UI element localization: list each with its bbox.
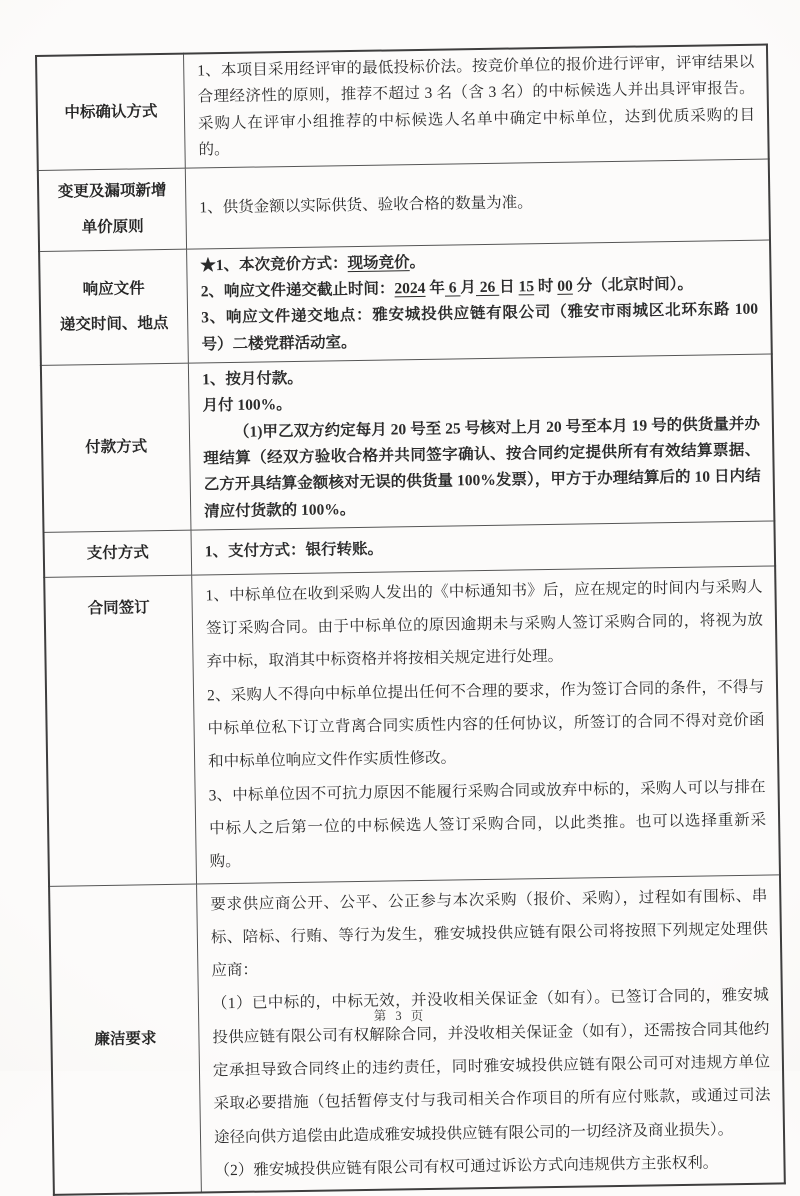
text-segment: 15 [518, 278, 535, 296]
label-line: 变更及漏项新增 [57, 182, 167, 202]
text-segment: 年 [425, 279, 446, 297]
row-content-integrity-requirements [197, 874, 785, 1192]
label-line: 中标确认方式 [64, 102, 158, 122]
row-content-change-omission-unit-price [185, 159, 770, 248]
paragraph [210, 879, 769, 988]
paragraph [199, 187, 756, 222]
row-label-response-document-submission [39, 249, 188, 366]
text-segment: 月 [460, 279, 477, 297]
row-label-contract-signing [44, 575, 196, 886]
paragraph [203, 411, 762, 525]
text-segment: 1、按月付款。 [201, 369, 304, 389]
text-segment: 月付 100%。 [202, 396, 292, 415]
text-segment: 分（北京时间）。 [572, 275, 694, 295]
row-content-response-document-submission [187, 240, 772, 364]
text-segment: 时 [533, 277, 558, 296]
paragraph [207, 670, 766, 779]
text-segment: 1、中标单位在收到采购人发出的《中标通知书》后，应在规定的时间内与采购人签订采购合同。由于中标单位的原因逾期未与采购人签订采购合同的，将视为放弃中标，取消其中标资格并将按相关规定进行处理。 [205, 578, 764, 671]
row-label-payment-method [44, 530, 192, 577]
text-segment: 1、支付方式：银行转账。 [204, 540, 384, 561]
text-segment: （2）雅安城投供应链有限公司有权可通过诉讼方式向违规供方主张权利。 [214, 1154, 719, 1180]
text-segment: 6 [444, 279, 461, 297]
row-content-payment-terms [188, 354, 774, 530]
label-line: 廉洁要求 [94, 1029, 157, 1048]
table-row-contract-signing [44, 566, 780, 886]
paragraph [205, 570, 764, 679]
label-line: 合同签订 [87, 599, 150, 617]
table-row-payment-terms [41, 354, 775, 533]
page-number: 第 3 页 [373, 1009, 427, 1023]
text-segment: 。 [409, 253, 426, 271]
text-segment: 3、中标单位因不可抗力原因不能履行采购合同或放弃中标的，采购人可以与排在中标人之后第一位的中标候选人签订采购合同，以此类推。也可以选择重新采购。 [208, 778, 767, 871]
paragraph [201, 297, 759, 358]
text-segment: 1、本项目采用经评审的最低投标价法。按竞价单位的报价进行评审，评审结果以合理经济性的原则，推荐不超过 3 名（含 3 名）的中标候选人并出具评审报告。采购人在评审小组推荐的中标候选人名单中确定中标单位，达到优质采购的目的。 [197, 53, 756, 159]
label-line: 响应文件 [82, 280, 145, 298]
table-row-change-omission-unit-price [38, 159, 770, 251]
text-segment: 1、供货金额以实际供货、验收合格的数量为准。 [199, 194, 533, 217]
text-segment: 2024 [394, 279, 426, 298]
paragraph [197, 50, 756, 164]
text-segment: 2、响应文件递交截止时间： [200, 280, 395, 301]
row-label-award-confirmation [36, 54, 185, 171]
text-segment: 日 [498, 278, 519, 296]
text-segment: 3、响应文件递交地点：雅安城投供应链有限公司（雅安市雨城区北环东路 100 号）二楼党群活动室。 [201, 301, 759, 354]
row-content-award-confirmation [183, 45, 768, 169]
text-segment: （1）已中标的，中标无效，并没收相关保证金（如有）。已签订合同的，雅安城投供应链有限公司有权解除合同，并没收相关保证金（如有），还需按合同其他约定承担导致合同终止的违约责任，同时雅安城投供应链有限公司可对违规方单位采取必要措施（包括暂停支付与我司相关合作项目的所有应付账款，或通过司法途径向供方追偿由此造成雅安城投供应链有限公司的一切经济及商业损失）。 [211, 987, 771, 1147]
row-content-contract-signing [192, 566, 780, 884]
table-row-award-confirmation [36, 45, 769, 171]
text-segment: ★1、本次竞价方式： [200, 254, 348, 275]
text-segment: 要求供应商公开、公平、公正参与本次采购（报价、采购），过程如有围标、串标、陪标、行贿、等行为发生，雅安城投供应链有限公司将按照下列规定处理供应商： [210, 887, 768, 980]
label-line: 单价原则 [81, 218, 144, 237]
text-segment: 现场竞价 [347, 253, 410, 272]
text-segment: 00 [557, 277, 573, 295]
table-row-integrity-requirements [49, 874, 785, 1195]
row-label-integrity-requirements [49, 884, 201, 1196]
table-row-response-document-submission [39, 240, 772, 366]
label-line: 付款方式 [85, 438, 148, 457]
paragraph [205, 530, 762, 565]
row-label-payment-terms [41, 363, 191, 532]
text-segment: 26 [475, 278, 500, 297]
row-label-change-omission-unit-price [38, 169, 187, 252]
label-line: 支付方式 [86, 544, 149, 563]
label-line: 递交时间、地点 [59, 315, 169, 334]
text-segment: （1)甲乙双方约定每月 20 号至 25 号核对上月 20 号至本月 19 号的供货量并办理结算（经双方验收合格并共同签字确认、按合同约定提供所有有效结算票据、乙方开具结算金额核对无误的供货量 100%发票），甲方于办理结算后的 10 日内结清应付货款的 100%。 [203, 415, 761, 521]
paragraph [208, 770, 767, 879]
text-segment: 2、采购人不得向中标单位提出任何不合理的要求，作为签订合同的条件，不得与中标单位私下订立背离合同实质性内容的任何协议，所签订的合同不得对竞价函和中标单位响应文件作实质性修改。 [206, 678, 765, 771]
